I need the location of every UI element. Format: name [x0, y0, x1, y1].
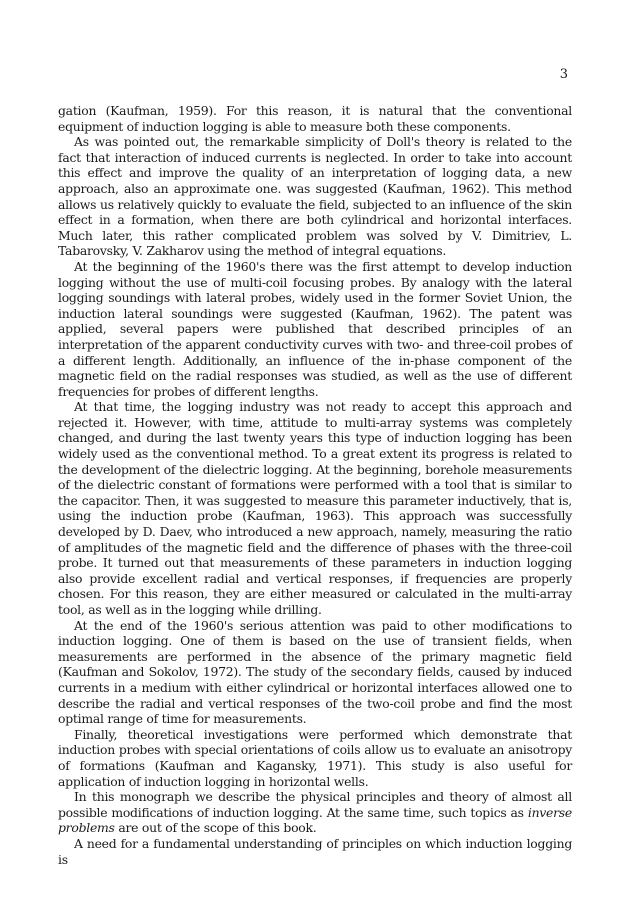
- paragraph-monograph-scope: [58, 789, 572, 836]
- scope-text-emphasis: inverse problems: [58, 804, 572, 836]
- paragraph-transient-fields: At the end of the 1960's serious attention was paid to other modifications to induction logging. One of them is based on the use of transient fields, when measurements are performed in the absence of the primary magnetic field (Kaufman and Sokolov, 1972). The study of the secondary fields, caused by induced currents in a medium with either cylindrical or horizontal interfaces allowed one to describe the radial and vertical responses of the two-coil probe and find the most optimal range of time for measurements.: [58, 617, 572, 727]
- paragraph-anisotropy: Finally, theoretical investigations were performed which demonstrate that induction probes with special orientations of coils allow us to evaluate an anisotropy of formations (Kaufman and Kagansky, 1971). This study is also useful for application of induction logging in horizontal wells.: [58, 726, 572, 789]
- paragraph-1960s-attempt: At the beginning of the 1960's there was the first attempt to develop induction logging without the use of multi-coil focusing probes. By analogy with the lateral logging soundings with lateral probes, widely used in the former Soviet Union, the induction lateral soundings were suggested (Kaufman, 1962). The patent was applied, several papers were published that described principles of an interpretation of the apparent conductivity curves with two- and three-coil probes of a different length. Additionally, an influence of the in-phase component of the magnetic field on the radial responses was studied, as well as the use of different frequencies for probes of different lengths.: [58, 258, 572, 399]
- page-number: 3: [559, 67, 568, 82]
- scope-text-before: In this monograph we describe the physical principles and theory of almost all possible modifications of induction logging. At the same time, such topics as: [58, 789, 572, 820]
- paragraph-logging-industry: At that time, the logging industry was not ready to accept this approach and rejected it. However, with time, attitude to multi-array systems was completely changed, and during the last twenty years this type of induction logging has been widely used as the conventional method. To a great extent its progress is related to the development of the dielectric logging. At the beginning, borehole measurements of the dielectric constant of formations were performed with a tool that is similar to the capacitor. Then, it was suggested to measure this parameter inductively, that is, using the induction probe (Kaufman, 1963). This approach was successfully developed by D. Daev, who introduced a new approach, namely, measuring the ratio of amplitudes of the magnetic field and the difference of phases with the three-coil probe. It turned out that measurements of these parameters in induction logging also provide excellent radial and vertical responses, if frequencies are properly chosen. For this reason, they are either measured or calculated in the multi-array tool, as well as in the logging while drilling.: [58, 399, 572, 617]
- paragraph-doll-theory: As was pointed out, the remarkable simplicity of Doll's theory is related to the fact that interaction of induced currents is neglected. In order to take into account this effect and improve the quality of an interpretation of logging data, a new approach, also an approximate one. was suggested (Kaufman, 1962). This method allows us relatively quickly to evaluate the field, subjected to an influence of the skin effect in a formation, when there are both cylindrical and horizontal interfaces. Much later, this rather complicated problem was solved by V. Dimitriev, L. Tabarovsky, V. Zakharov using the method of integral equations.: [58, 134, 572, 259]
- paragraph-fundamental-need: A need for a fundamental understanding of principles on which induction logging is: [58, 835, 572, 867]
- body-text: [58, 103, 572, 867]
- paragraph-continuation: gation (Kaufman, 1959). For this reason, it is natural that the conventional equipment of induction logging is able to measure both these components.: [58, 103, 572, 134]
- scope-text-after: are out of the scope of this book.: [114, 820, 317, 836]
